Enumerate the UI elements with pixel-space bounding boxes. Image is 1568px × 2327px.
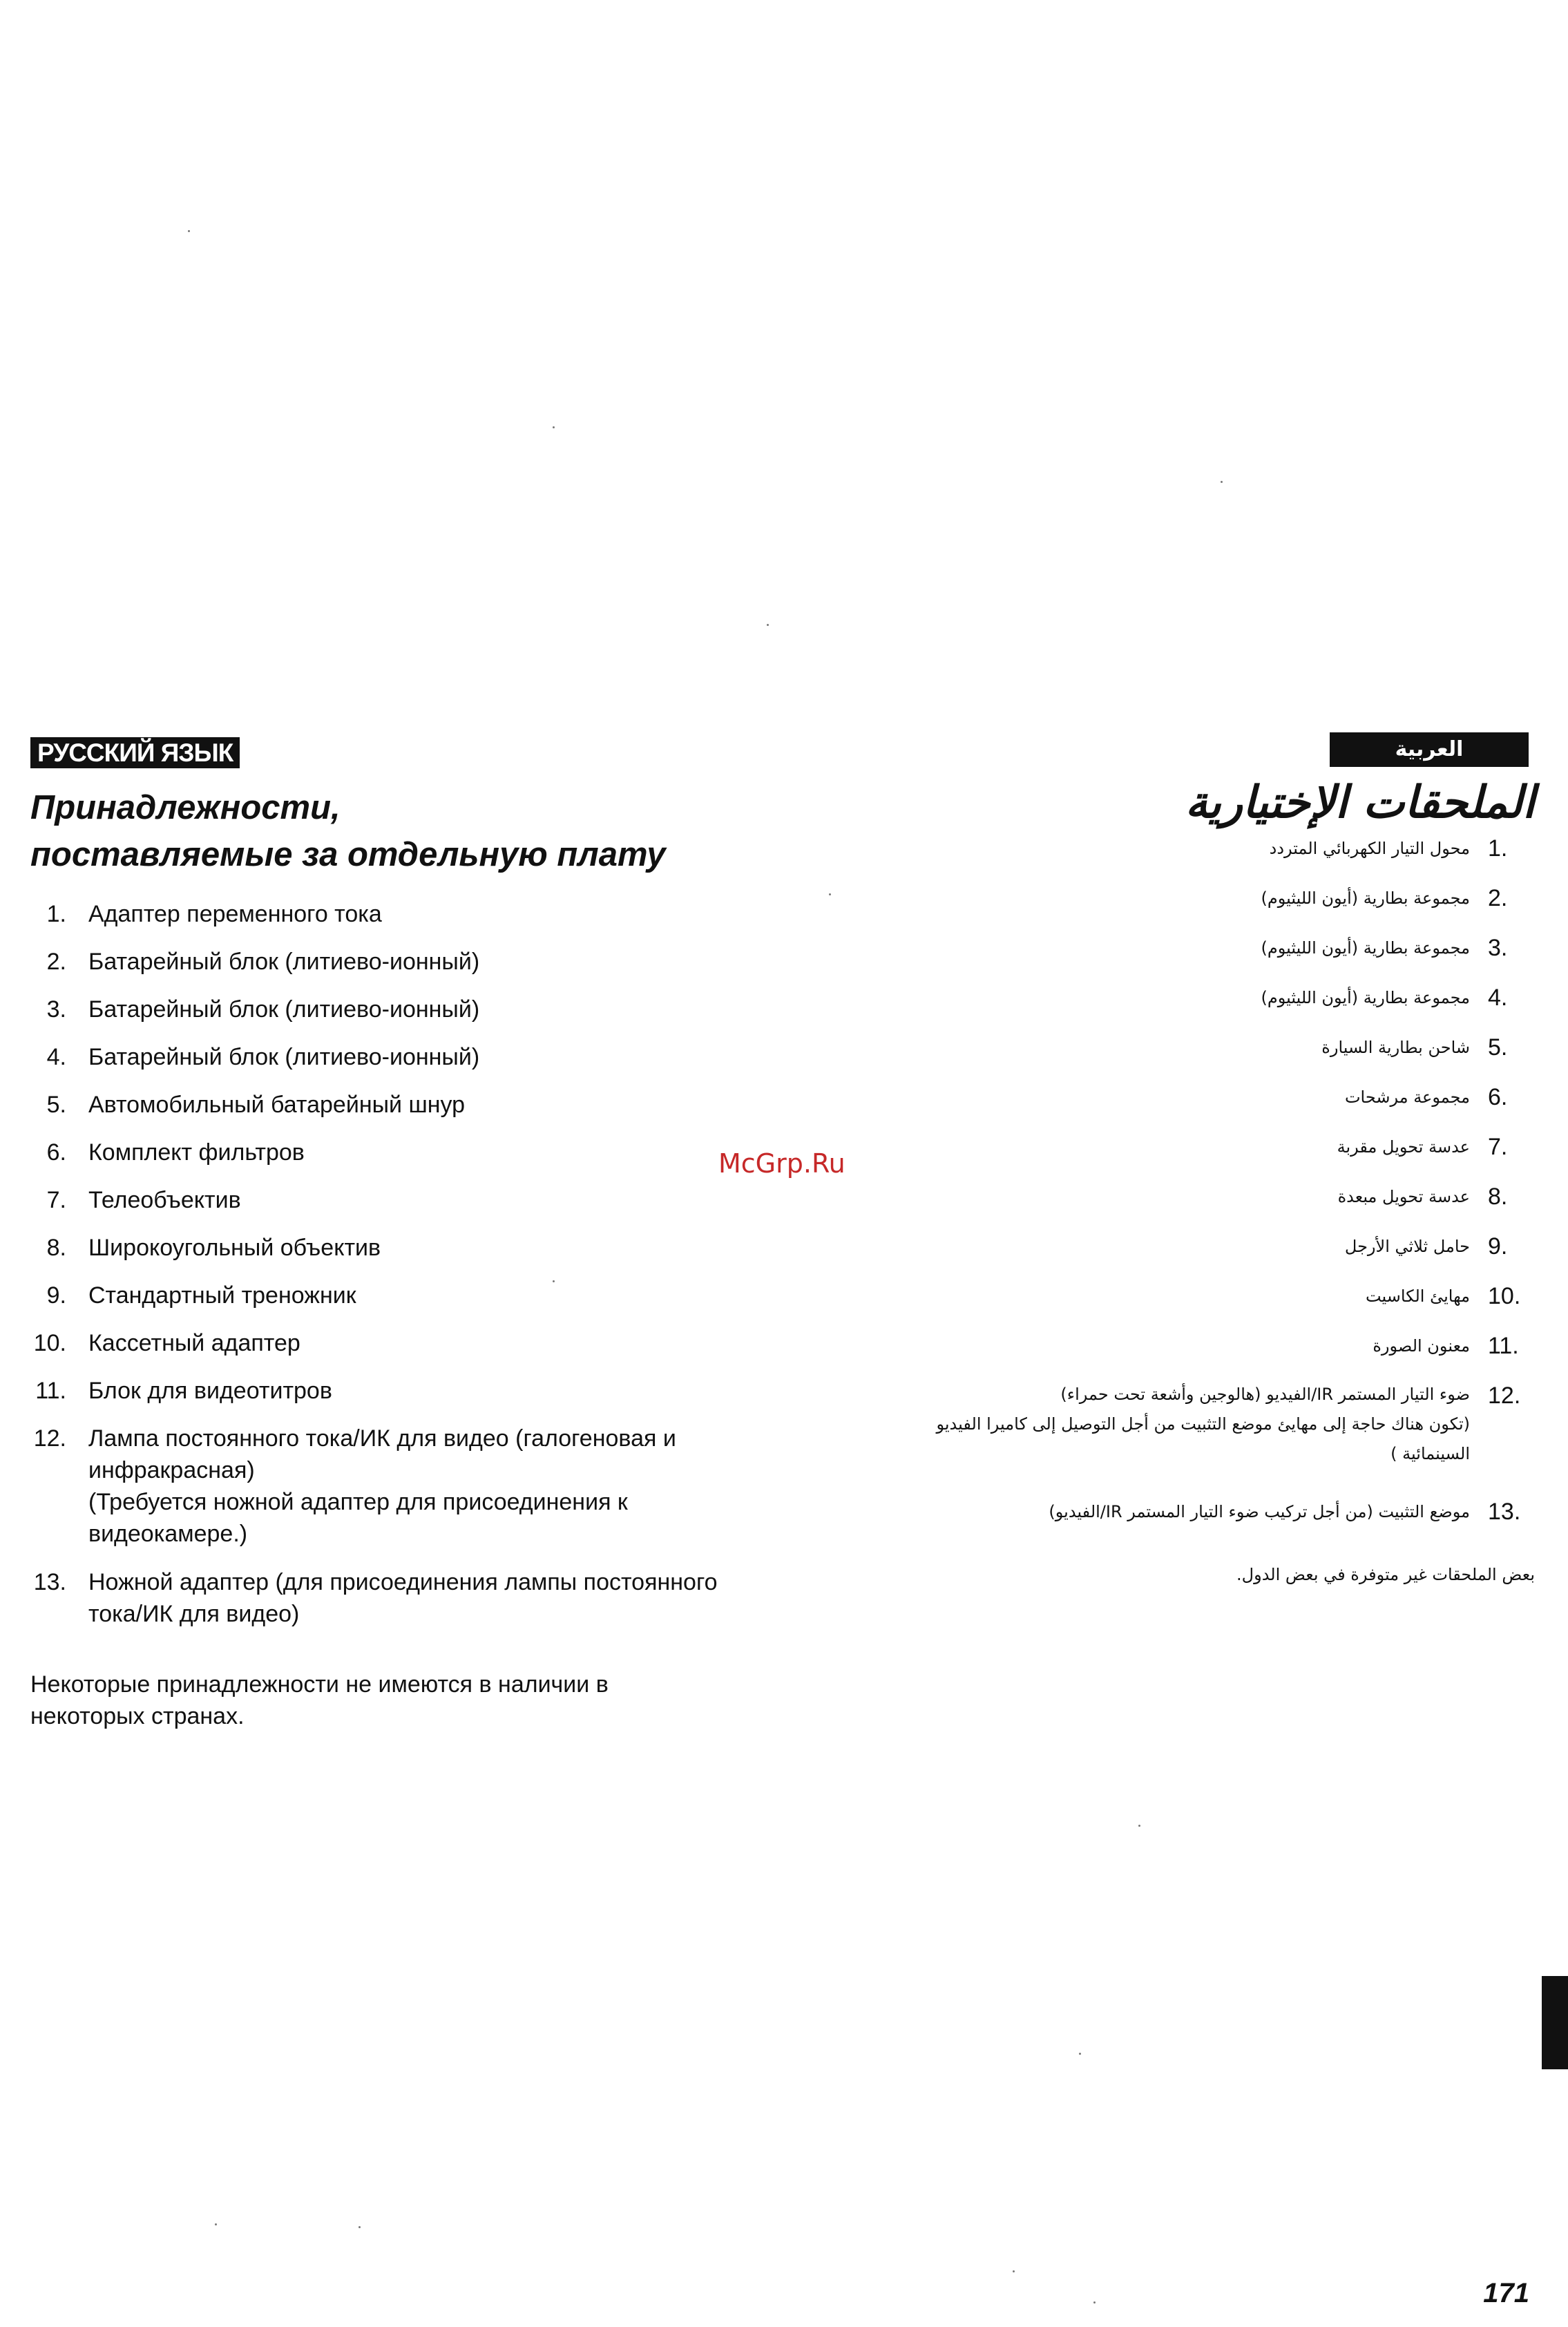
item-number: 9. [1488, 1233, 1508, 1260]
list-item [30, 1089, 825, 1137]
item-text: Автомобильный батарейный шнур [88, 1092, 466, 1118]
item-number: 11. [1488, 1333, 1519, 1359]
item-number: 11. [35, 1378, 66, 1404]
item-text: Батарейный блок (литиево-ионный) [88, 1044, 480, 1070]
list-item [30, 946, 825, 994]
item-text: مجموعة بطارية (أيون الليثيوم) [1261, 889, 1470, 908]
list-item [30, 1327, 825, 1375]
list-item [30, 1232, 825, 1280]
item-text: مجموعة بطارية (أيون الليثيوم) [1261, 988, 1470, 1007]
item-number: 7. [1488, 1134, 1508, 1160]
item-text: شاحن بطارية السيارة [1321, 1038, 1470, 1057]
item-text: مهايئ الكاسيت [1365, 1286, 1470, 1306]
list-item [30, 1137, 825, 1184]
item-number: 2. [1488, 885, 1508, 911]
list-item [844, 1380, 1535, 1496]
arabic-title: الملحقات الإختيارية [1185, 777, 1535, 828]
scan-speck [767, 624, 769, 626]
item-number: 4. [1488, 985, 1508, 1011]
item-text: معنون الصورة [1373, 1336, 1470, 1356]
item-text: حامل ثلاثي الأرجل [1344, 1237, 1470, 1256]
scan-speck [188, 230, 190, 232]
list-item [30, 1041, 825, 1089]
item-text: Батарейный блок (литиево-ионный) [88, 996, 480, 1023]
list-item [30, 1423, 825, 1566]
item-number: 9. [46, 1282, 66, 1309]
item-number: 12. [33, 1425, 66, 1452]
list-item [30, 1566, 825, 1635]
item-number: 6. [1488, 1084, 1508, 1110]
scan-speck [1013, 2270, 1015, 2272]
scan-speck [215, 2223, 217, 2225]
list-item [844, 833, 1535, 882]
item-text: Телеобъектив [88, 1187, 241, 1213]
item-text: Адаптер переменного тока [88, 901, 382, 927]
scan-speck [1079, 2053, 1081, 2055]
scan-speck [358, 2226, 361, 2228]
item-text: مجموعة مرشحات [1344, 1087, 1470, 1107]
item-number: 6. [46, 1139, 66, 1166]
item-text: Широкоугольный объектив [88, 1235, 381, 1261]
list-item [844, 1330, 1535, 1380]
arabic-availability-note: بعض الملحقات غير متوفرة في بعض الدول. [1236, 1565, 1535, 1584]
russian-title-line2: поставляемые за отдельную плату [30, 836, 666, 873]
list-item [844, 1280, 1535, 1330]
arabic-accessory-list [844, 833, 1535, 1546]
scan-speck [829, 893, 831, 895]
russian-availability-note: Некоторые принадлежности не имеются в наличии в некоторых странах. [30, 1671, 609, 1729]
russian-title [30, 784, 666, 878]
list-item [844, 882, 1535, 932]
item-number: 1. [46, 901, 66, 927]
list-item [30, 1280, 825, 1327]
scan-speck [553, 426, 555, 428]
item-number: 5. [1488, 1034, 1508, 1061]
item-text: Комплект фильтров [88, 1139, 305, 1166]
item-number: 4. [46, 1044, 66, 1070]
list-item [844, 1032, 1535, 1081]
item-text: عدسة تحويل مقربة [1337, 1137, 1470, 1157]
list-item [30, 898, 825, 946]
item-number: 13. [1488, 1499, 1521, 1525]
list-item [30, 994, 825, 1041]
item-number: 12. [1488, 1383, 1521, 1409]
watermark: McGrp.Ru [718, 1148, 845, 1179]
scan-speck [1138, 1825, 1140, 1827]
item-number: 3. [46, 996, 66, 1023]
item-text: Лампа постоянного тока/ИК для видео (галогеновая и инфракрасная) (Требуется ножной адаптер для присоединения к видеокамере.) [88, 1425, 676, 1547]
item-number: 8. [1488, 1184, 1508, 1210]
list-item [844, 1181, 1535, 1231]
item-number: 10. [33, 1330, 66, 1356]
item-text: محول التيار الكهربائي المتردد [1269, 839, 1470, 858]
language-badge-arabic: العربية [1330, 732, 1529, 767]
item-text: ضوء التيار المستمر IR/الفيديو (هالوجين وأشعة تحت حمراء) (تكون هناك حاجة إلى مهايئ موضع التثبيت من أجل التوصيل إلى كاميرا الفيديو السينمائية ) [936, 1385, 1470, 1463]
list-item [844, 1081, 1535, 1131]
item-text: موضع التثبيت (من أجل تركيب ضوء التيار المستمر IR/الفيديو) [1049, 1502, 1470, 1521]
item-number: 7. [46, 1187, 66, 1213]
list-item [844, 1131, 1535, 1181]
page-number: 171 [1483, 2278, 1529, 2308]
item-number: 3. [1488, 935, 1508, 961]
list-item [30, 1184, 825, 1232]
item-text: مجموعة بطارية (أيون الليثيوم) [1261, 938, 1470, 958]
list-item [30, 1375, 825, 1423]
list-item [844, 1231, 1535, 1280]
scan-speck [1093, 2301, 1096, 2304]
item-text: Блок для видеотитров [88, 1378, 332, 1404]
russian-accessory-list [30, 898, 825, 1635]
item-text: عدسة تحويل مبعدة [1337, 1187, 1470, 1206]
scan-speck [553, 1280, 555, 1282]
list-item [844, 1496, 1535, 1546]
page-tab-marker [1542, 1976, 1568, 2069]
russian-title-line1: Принадлежности, [30, 789, 341, 826]
list-item [844, 932, 1535, 982]
scan-speck [1221, 481, 1223, 483]
item-text: Кассетный адаптер [88, 1330, 300, 1356]
list-item [844, 982, 1535, 1032]
item-number: 2. [46, 949, 66, 975]
item-text: Батарейный блок (литиево-ионный) [88, 949, 480, 975]
item-number: 13. [33, 1569, 66, 1595]
item-number: 1. [1488, 835, 1508, 862]
item-text: Стандартный треножник [88, 1282, 356, 1309]
item-text: Ножной адаптер (для присоединения лампы постоянного тока/ИК для видео) [88, 1569, 718, 1627]
item-number: 10. [1488, 1283, 1521, 1309]
item-number: 5. [46, 1092, 66, 1118]
item-number: 8. [46, 1235, 66, 1261]
language-badge-russian: РУССКИЙ ЯЗЫК [30, 737, 240, 768]
